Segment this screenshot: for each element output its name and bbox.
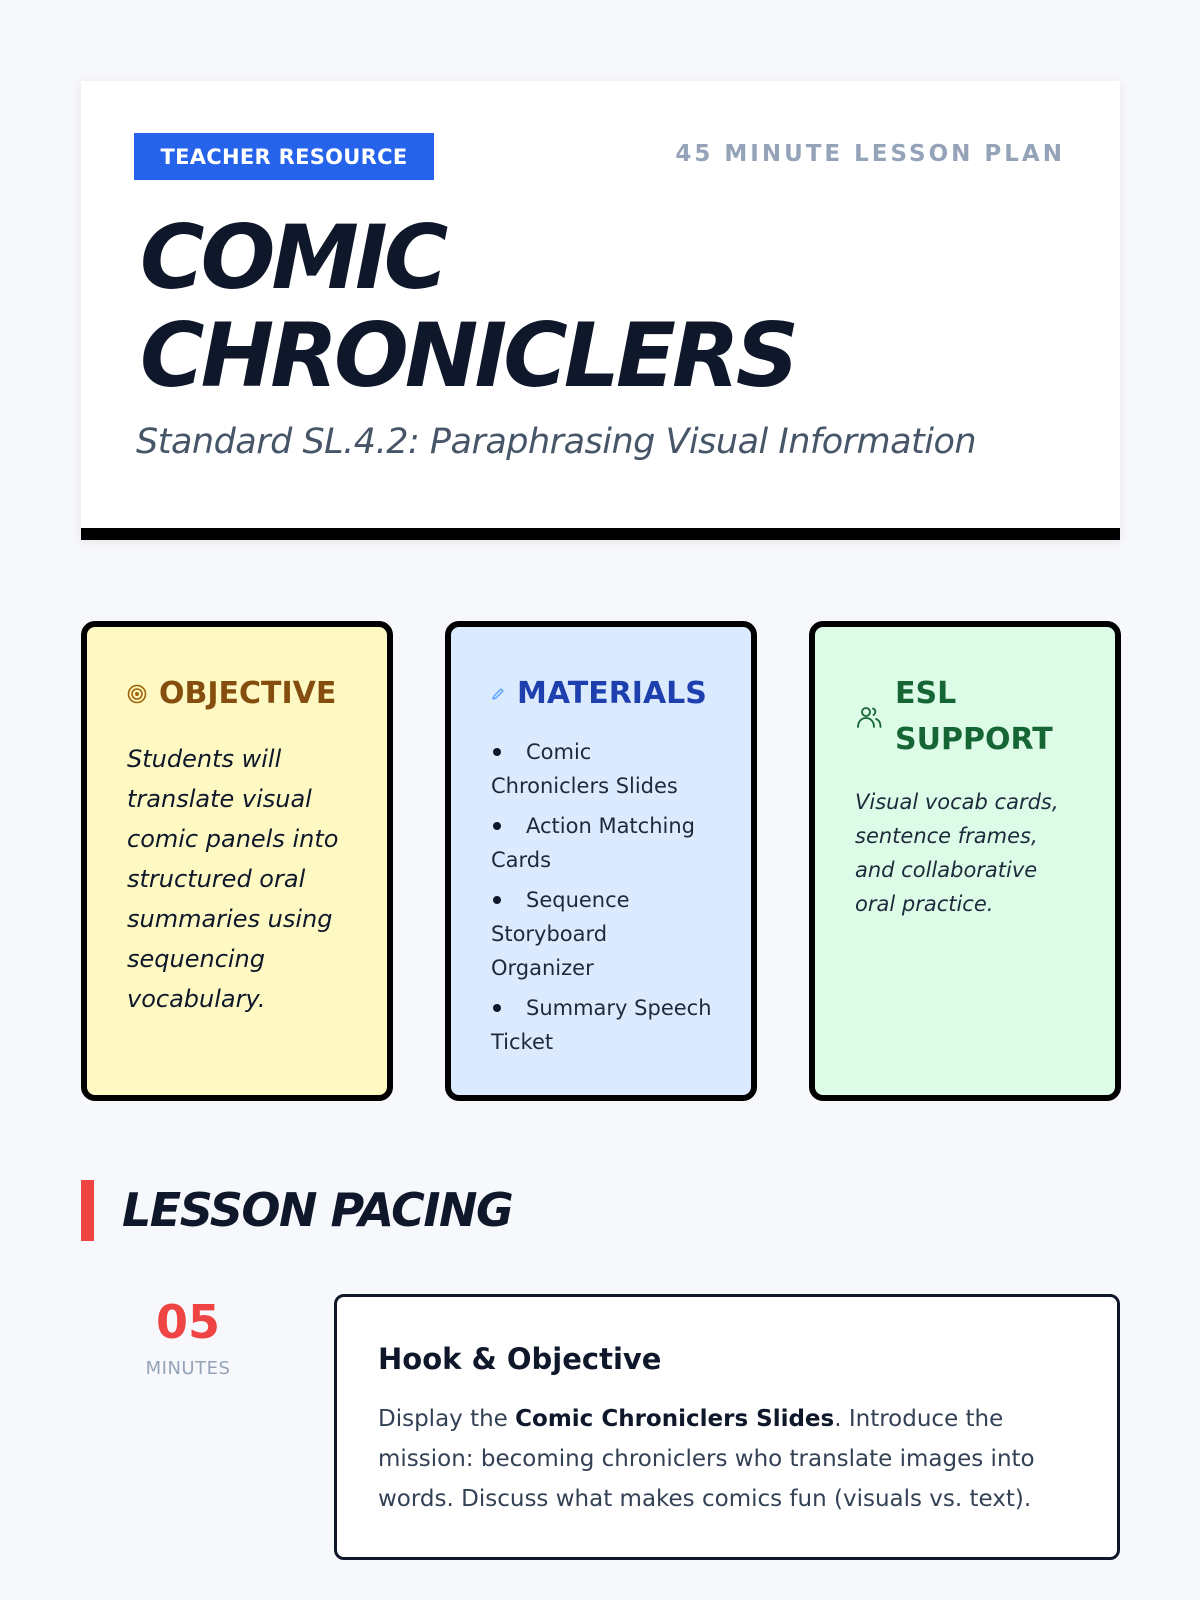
bullet-icon <box>493 822 501 830</box>
step-body-highlight: Comic Chroniclers Slides <box>515 1406 835 1432</box>
objective-text: Students will translate visual comic panels into structured oral summaries using sequencing vocabulary. <box>127 745 339 1013</box>
esl-title: ESL SUPPORT <box>895 676 1053 757</box>
material-label: Summary Speech Ticket <box>491 996 712 1054</box>
step-description <box>378 1399 1077 1519</box>
lesson-length-label: 45 MINUTE LESSON PLAN <box>675 141 1065 167</box>
title-line-2: CHRONICLERS <box>140 304 796 407</box>
page-title <box>140 206 1040 407</box>
title-line-1: COMIC <box>140 206 445 309</box>
step-title: Hook & Objective <box>378 1342 662 1376</box>
target-icon <box>127 684 147 704</box>
materials-card <box>445 621 757 1101</box>
esl-support-card <box>809 621 1121 1101</box>
pencil-icon <box>491 687 505 701</box>
esl-heading <box>855 671 1077 763</box>
materials-heading <box>491 671 713 717</box>
material-label: Action Matching Cards <box>491 814 695 872</box>
standard-subtitle: Standard SL.4.2: Paraphrasing Visual Information <box>136 422 977 462</box>
bullet-icon <box>493 748 501 756</box>
users-icon <box>855 703 883 731</box>
lesson-pacing-heading: LESSON PACING <box>122 1183 513 1237</box>
list-item <box>491 883 713 985</box>
objective-card <box>81 621 393 1101</box>
header-card <box>81 81 1120 540</box>
teacher-resource-badge: TEACHER RESOURCE <box>134 133 434 180</box>
material-label: Comic Chroniclers Slides <box>491 740 678 798</box>
list-item <box>491 809 713 877</box>
duration-value: 05 <box>155 1295 220 1349</box>
duration-unit: MINUTES <box>145 1358 231 1379</box>
objective-title: OBJECTIVE <box>159 676 337 711</box>
esl-text: Visual vocab cards, sentence frames, and collaborative oral practice. <box>855 790 1059 916</box>
objective-heading <box>127 671 349 717</box>
step-body-start: Display the <box>378 1406 516 1432</box>
material-label: Sequence Storyboard Organizer <box>491 888 630 980</box>
step-duration <box>130 1294 246 1379</box>
list-item <box>491 735 713 803</box>
list-item <box>491 991 713 1059</box>
materials-title: MATERIALS <box>517 676 707 711</box>
bullet-icon <box>493 1004 501 1012</box>
pacing-step-card <box>334 1294 1120 1560</box>
bullet-icon <box>493 896 501 904</box>
section-accent-bar <box>81 1180 94 1241</box>
step-body-end: . Introduce the mission: becoming chroniclers who translate images into words. Discuss what makes comics fun (visuals vs. text). <box>378 1406 1035 1512</box>
materials-list <box>491 735 713 1059</box>
